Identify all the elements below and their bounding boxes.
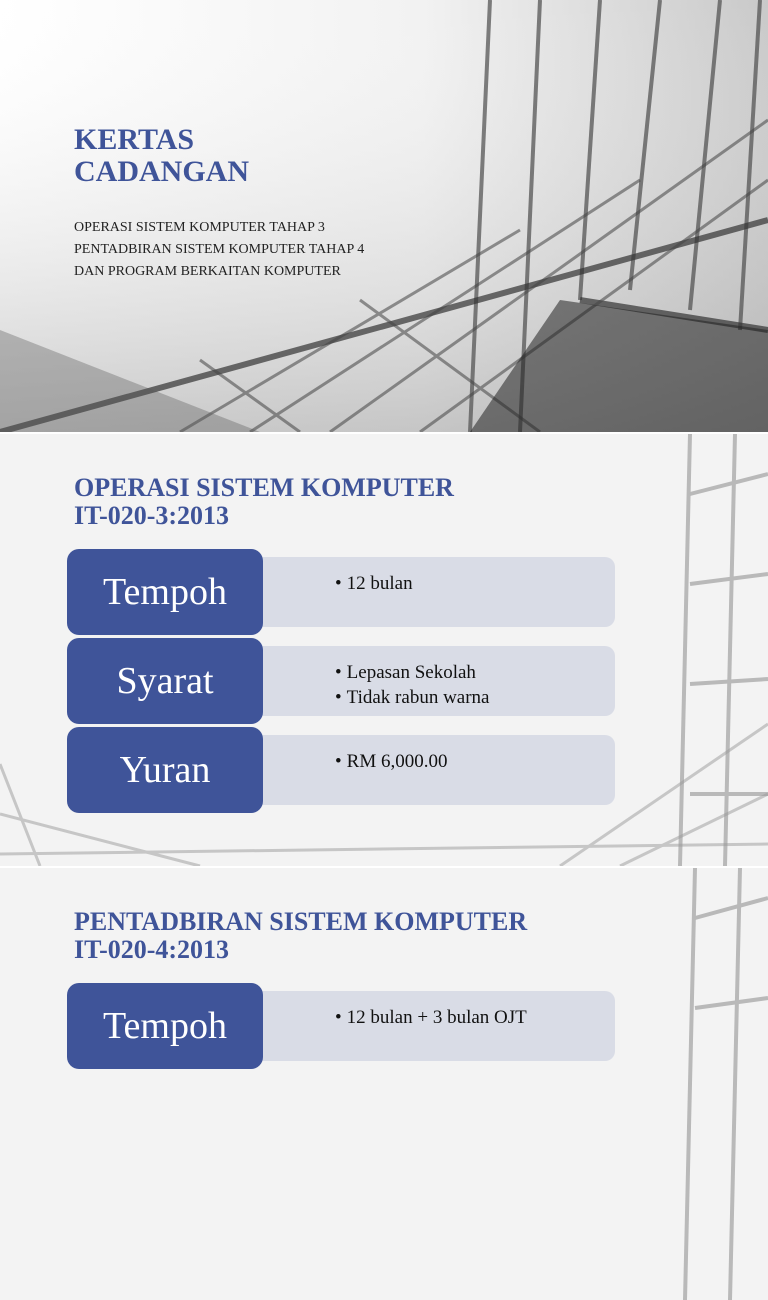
bullet-item: • 12 bulan xyxy=(335,571,413,596)
row-label: Tempoh xyxy=(67,983,263,1069)
info-row-tempoh xyxy=(67,983,615,1069)
bullet-item: • Lepasan Sekolah xyxy=(335,660,489,685)
title-line: CADANGAN xyxy=(74,155,249,188)
bullet-list xyxy=(335,660,489,710)
info-row-yuran xyxy=(67,727,615,813)
info-row-syarat xyxy=(67,638,615,724)
row-label: Yuran xyxy=(67,727,263,813)
row-label: Tempoh xyxy=(67,549,263,635)
slide-title xyxy=(74,474,594,530)
row-label: Syarat xyxy=(67,638,263,724)
info-row-tempoh xyxy=(67,549,615,635)
subtitle-line: OPERASI SISTEM KOMPUTER TAHAP 3 xyxy=(74,220,325,235)
bullet-list xyxy=(335,1005,527,1030)
building-background-image xyxy=(0,0,768,432)
slide-title xyxy=(74,124,374,188)
info-panel xyxy=(247,991,615,1061)
title-slide xyxy=(0,0,768,432)
subtitle-line: DAN PROGRAM BERKAITAN KOMPUTER xyxy=(74,264,341,279)
info-panel xyxy=(247,735,615,805)
info-panel xyxy=(247,646,615,716)
info-panel xyxy=(247,557,615,627)
slide-subtitle xyxy=(74,217,434,283)
program-slide-level-4 xyxy=(0,868,768,1047)
bullet-item: • 12 bulan + 3 bulan OJT xyxy=(335,1005,527,1030)
bullet-item: • Tidak rabun warna xyxy=(335,685,489,710)
bullet-item: • RM 6,000.00 xyxy=(335,749,447,774)
title-line: IT-020-4:2013 xyxy=(74,935,230,964)
slide-title xyxy=(74,908,594,964)
bullet-list xyxy=(335,571,413,596)
title-line: IT-020-3:2013 xyxy=(74,501,230,530)
program-slide-level-3 xyxy=(0,434,768,866)
title-line: OPERASI SISTEM KOMPUTER xyxy=(74,473,454,502)
subtitle-line: PENTADBIRAN SISTEM KOMPUTER TAHAP 4 xyxy=(74,242,365,257)
title-line: KERTAS xyxy=(74,123,195,156)
title-line: PENTADBIRAN SISTEM KOMPUTER xyxy=(74,907,528,936)
bullet-list xyxy=(335,749,447,774)
